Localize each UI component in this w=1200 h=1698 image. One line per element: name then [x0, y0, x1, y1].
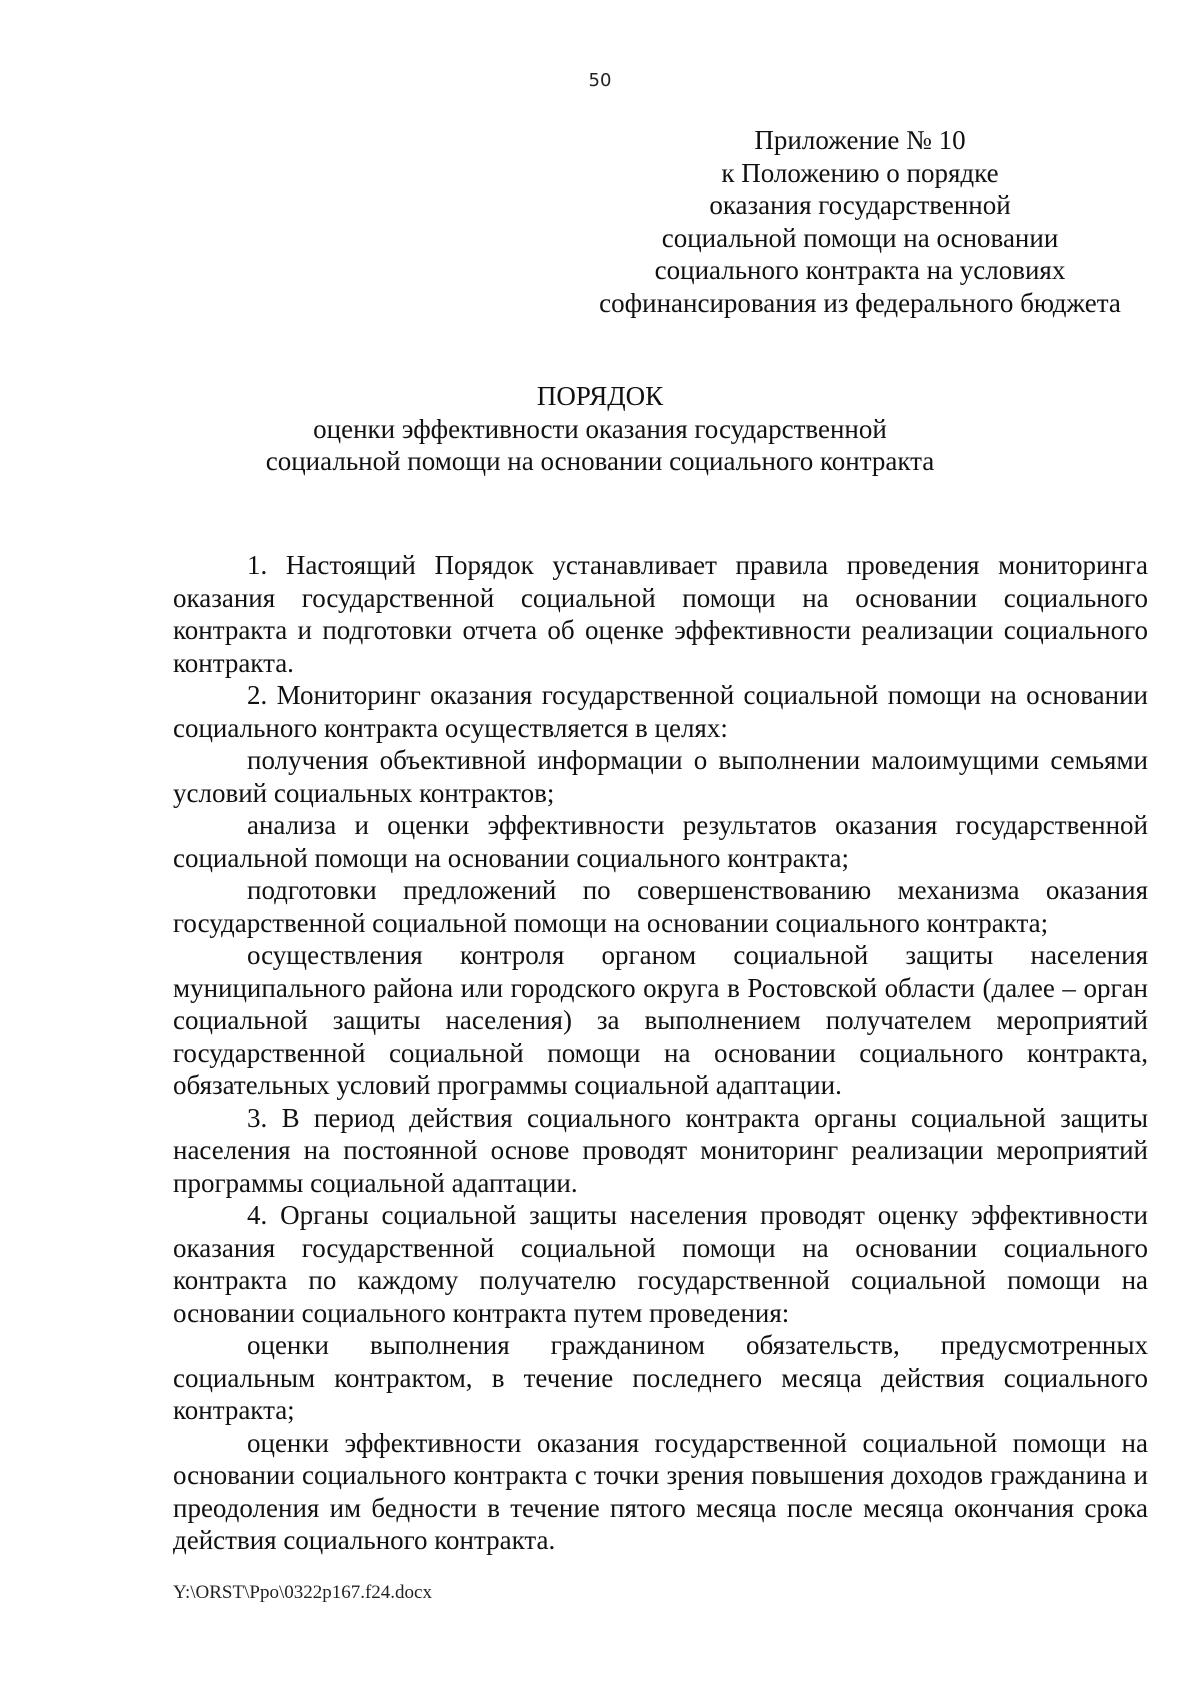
- document-title: ПОРЯДОК: [536, 381, 664, 411]
- appendix-line: социальной помощи на основании: [661, 222, 1059, 253]
- paragraph-2-goal-2: анализа и оценки эффективности результатов оказания государственной социальной помощи на основании социального контракта;: [173, 810, 1148, 873]
- paragraph-3: 3. В период действия социального контракта органы социальной защиты населения на постоянной основе проводят мониторинг реализации мероприятий программы социальной адаптации.: [173, 1102, 1148, 1198]
- appendix-line: софинансирования из федерального бюджета: [599, 287, 1121, 318]
- document-body: [173, 549, 1148, 1557]
- paragraph-2-goal-1: получения объективной информации о выполнении малоимущими семьями условий социальных контрактов;: [173, 745, 1148, 808]
- footer-file-path: Y:\ORST\Ppo\0322p167.f24.docx: [173, 1582, 432, 1603]
- document-heading: [0, 380, 1200, 478]
- document-subtitle-line: социальной помощи на основании социального контракта: [265, 446, 935, 476]
- page-number: 50: [588, 70, 612, 91]
- appendix-block: [560, 124, 1160, 319]
- paragraph-1: 1. Настоящий Порядок устанавливает правила проведения мониторинга оказания государственной социальной помощи на основании социального контракта и подготовки отчета об оценке эффективности реализации социального контракта.: [173, 550, 1148, 678]
- document-subtitle-line: оценки эффективности оказания государственной: [313, 413, 887, 444]
- paragraph-2-goal-3: подготовки предложений по совершенствованию механизма оказания государственной социальной помощи на основании социального контракта;: [173, 875, 1148, 938]
- appendix-line: к Положению о порядке: [721, 157, 999, 188]
- appendix-line: Приложение № 10: [754, 125, 966, 155]
- appendix-line: оказания государственной: [709, 190, 1011, 220]
- paragraph-2: 2. Мониторинг оказания государственной социальной помощи на основании социального контракта осуществляется в целях:: [173, 680, 1148, 743]
- appendix-line: социального контракта на условиях: [654, 255, 1066, 285]
- paragraph-4: 4. Органы социальной защиты населения проводят оценку эффективности оказания государственной социальной помощи на основании социального контракта по каждому получателю государственной социальной помощи на основании социального контракта путем проведения:: [173, 1200, 1148, 1328]
- paragraph-4-item-2: оценки эффективности оказания государственной социальной помощи на основании социального контракта с точки зрения повышения доходов гражданина и преодоления им бедности в течение пятого месяца после месяца окончания срока действия социального контракта.: [173, 1427, 1148, 1555]
- paragraph-4-item-1: оценки выполнения гражданином обязательств, предусмотренных социальным контрактом, в течение последнего месяца действия социального контракта;: [173, 1330, 1148, 1425]
- paragraph-2-goal-4: осуществления контроля органом социальной защиты населения муниципального района или городского округа в Ростовской области (далее – орган социальной защиты населения) за выполнением получателем мероприятий государственной социальной помощи на основании социального контракта, обязательных условий программы социальной адаптации.: [173, 940, 1148, 1100]
